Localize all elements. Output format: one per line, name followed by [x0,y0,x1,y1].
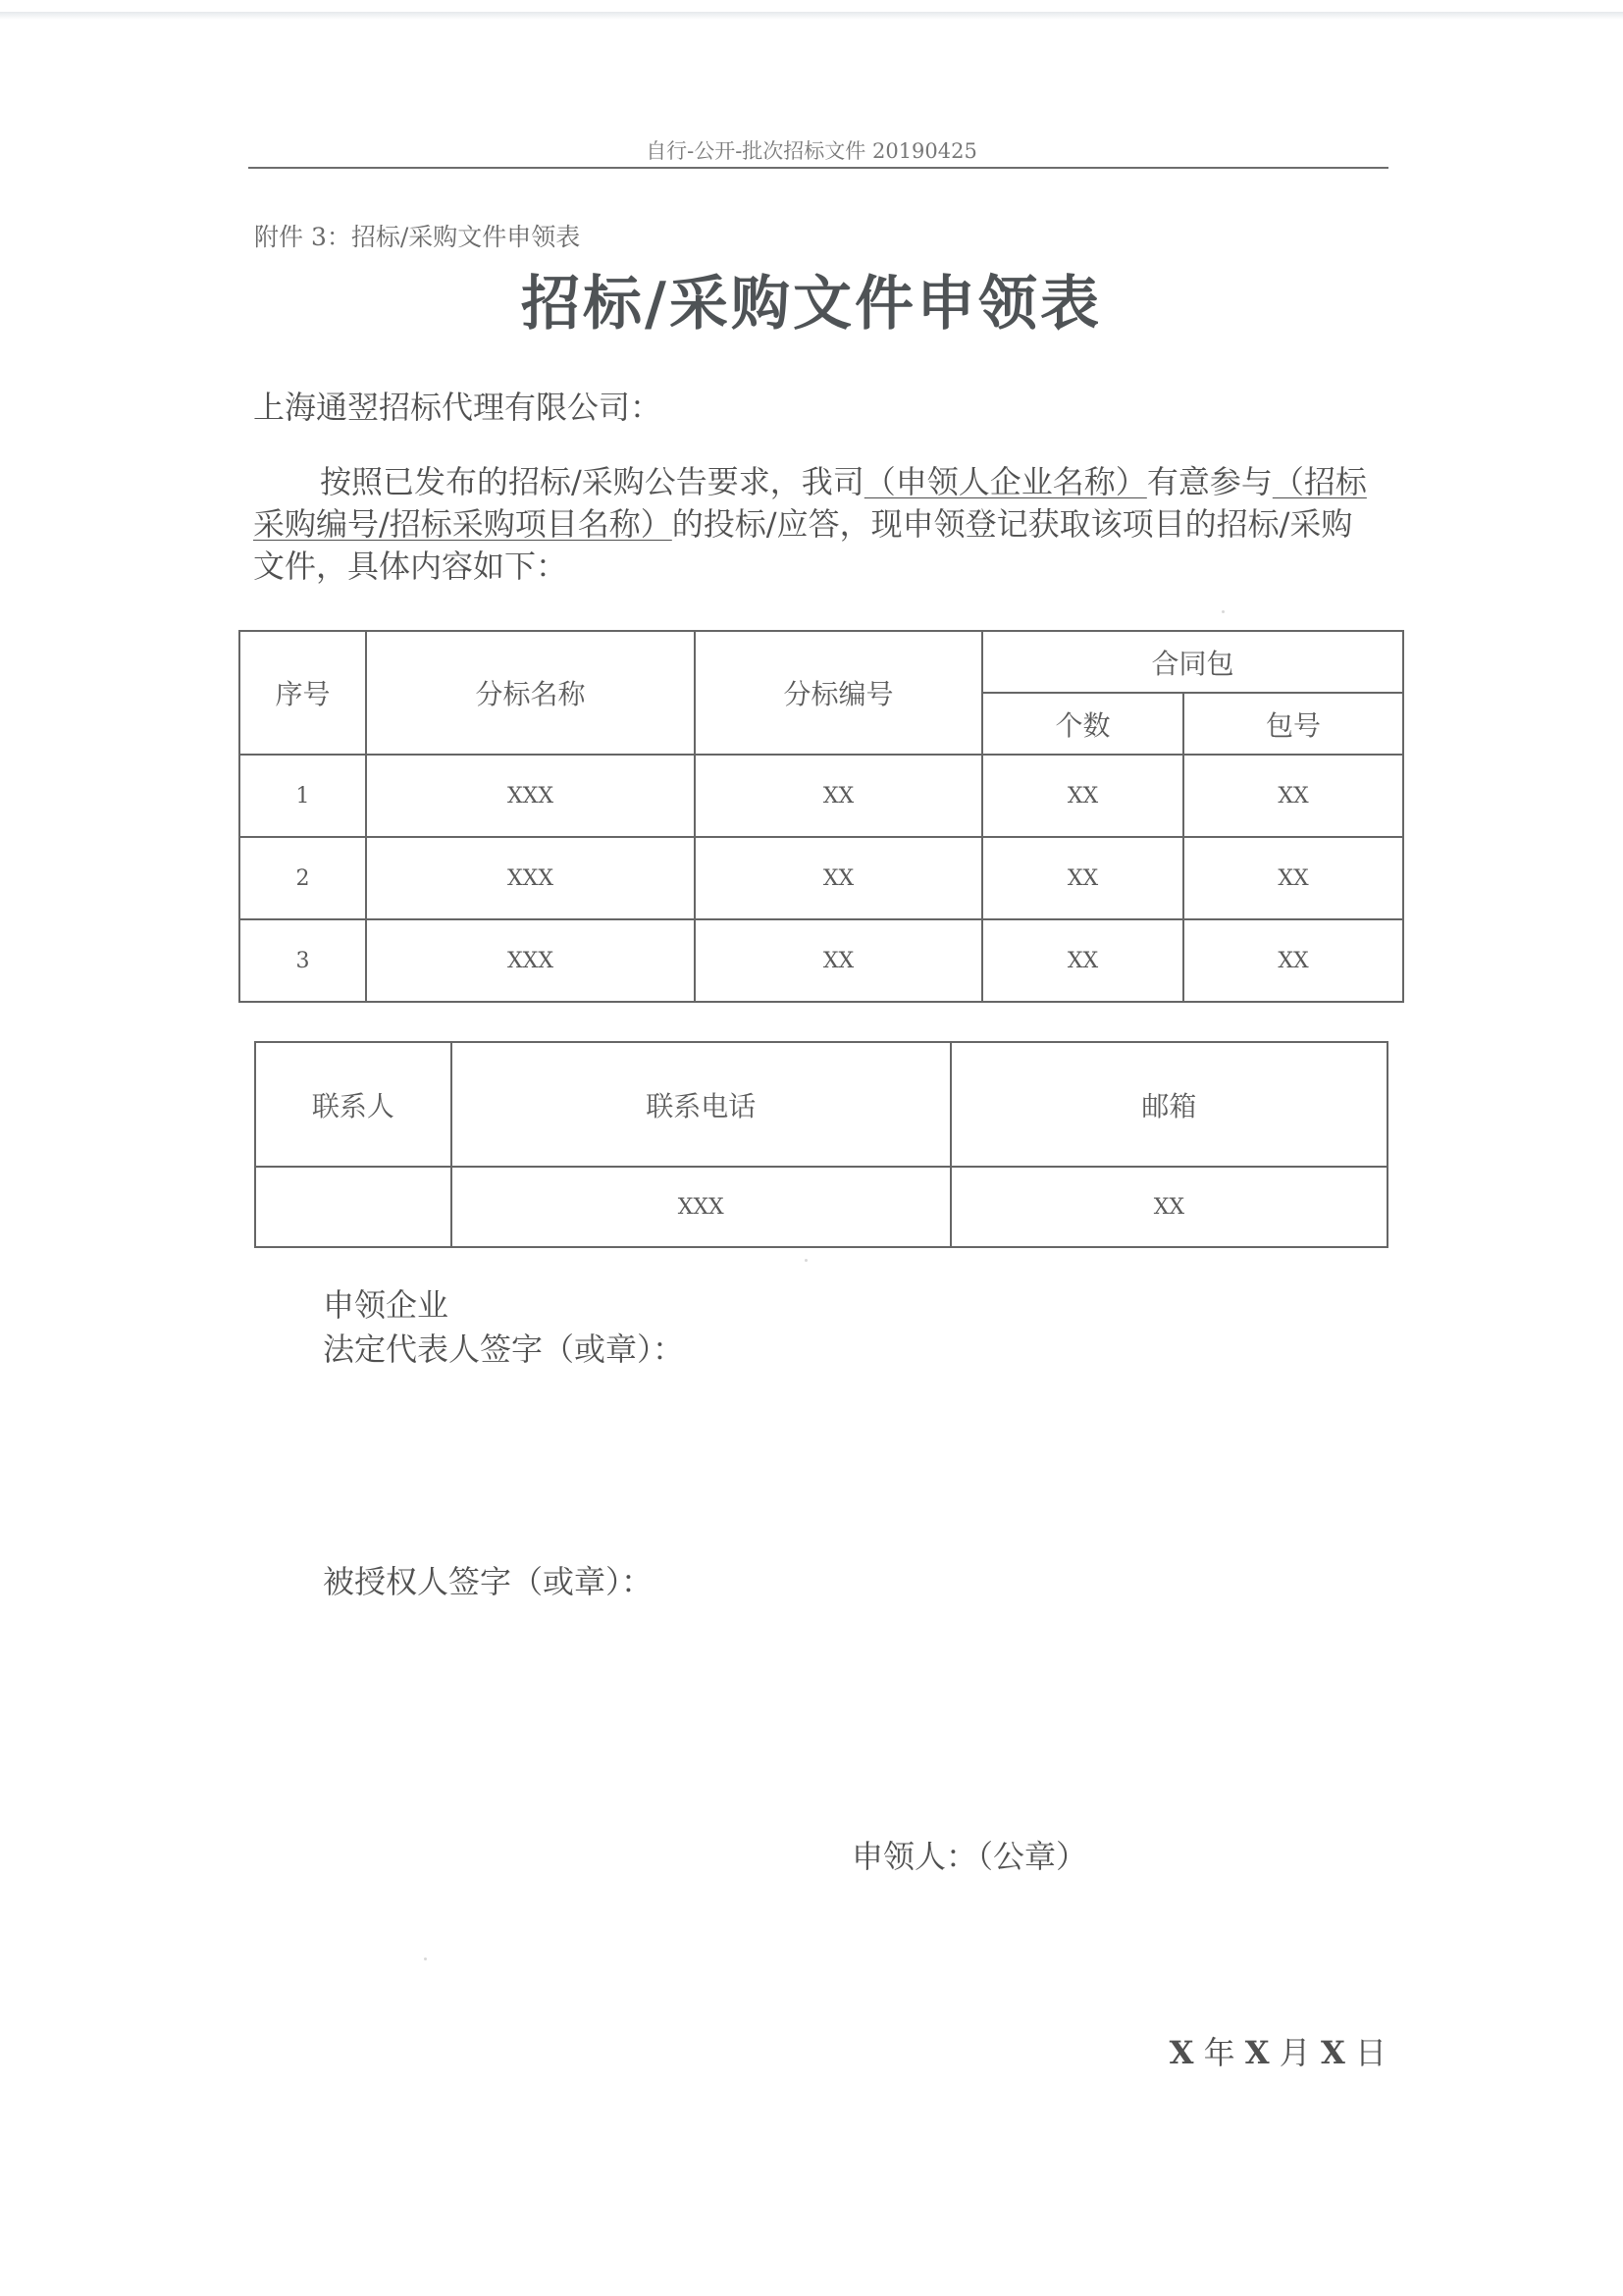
table-row [239,837,1403,919]
date-day-label: 日 [1354,2034,1387,2071]
date-month-label: 月 [1279,2034,1311,2071]
cell-lot-no: XX [695,837,982,919]
header-package-no: 包号 [1183,693,1403,755]
cell-seq: 2 [239,837,366,919]
date-line [1170,2028,1387,2073]
cell-contact [255,1167,451,1247]
table-row [255,1167,1387,1247]
cell-lot-no: XX [695,755,982,837]
cell-package-no: XX [1183,837,1403,919]
scan-speck [1222,610,1225,613]
intro-paragraph [253,461,1382,588]
cell-phone: XXX [451,1167,951,1247]
table-row [239,755,1403,837]
contact-table [254,1041,1388,1248]
header-rule [248,167,1388,169]
intro-part-3: 的投标/应答，现申领登记获取该项目的招标/采购文件，具体内容如下： [253,505,1353,585]
cell-count: XX [982,837,1183,919]
attachment-label: 附件 3：招标/采购文件申领表 [254,223,581,251]
cell-lot-name: XXX [366,837,695,919]
header-email: 邮箱 [951,1042,1387,1167]
header-count: 个数 [982,693,1183,755]
addressee: 上海通翌招标代理有限公司： [253,389,662,426]
cell-lot-name: XXX [366,755,695,837]
cell-email: XX [951,1167,1387,1247]
intro-part-2: 有意参与 [1146,463,1273,500]
cell-lot-name: XXX [366,919,695,1002]
header-contract-package: 合同包 [982,631,1403,693]
page-title: 招标/采购文件申领表 [521,270,1102,339]
cell-package-no: XX [1183,919,1403,1002]
applicant-stamp-label: 申领人：（公章） [852,1838,1088,1875]
company-name-blank: （申领人企业名称） [864,463,1147,500]
header-lot-name: 分标名称 [366,631,695,755]
cell-seq: 3 [239,919,366,1002]
legal-rep-signature-label: 法定代表人签字（或章）： [323,1331,685,1368]
date-year-label: 年 [1203,2034,1235,2071]
scan-speck [805,1259,808,1262]
header-seq: 序号 [239,631,366,755]
cell-lot-no: XX [695,919,982,1002]
document-header: 自行-公开-批次招标文件 20190425 [646,139,977,163]
scan-speck [424,1957,427,1960]
cell-package-no: XX [1183,755,1403,837]
items-table [238,630,1404,1003]
intro-part-1: 按照已发布的招标/采购公告要求，我司 [320,463,864,500]
cell-count: XX [982,919,1183,1002]
company-label: 申领企业 [323,1286,449,1324]
table-row [239,919,1403,1002]
project-name-blank: （招标采购编号/招标采购项目名称） [253,463,1367,543]
company-signature-block [323,1283,684,1372]
date-month-value: X [1244,2034,1270,2071]
header-contact: 联系人 [255,1042,451,1167]
authorized-signature-label: 被授权人签字（或章）： [323,1563,654,1600]
header-lot-no: 分标编号 [695,631,982,755]
cell-seq: 1 [239,755,366,837]
date-day-value: X [1320,2034,1345,2071]
date-year-value: X [1169,2034,1194,2071]
scan-top-edge [0,12,1623,20]
cell-count: XX [982,755,1183,837]
header-phone: 联系电话 [451,1042,951,1167]
